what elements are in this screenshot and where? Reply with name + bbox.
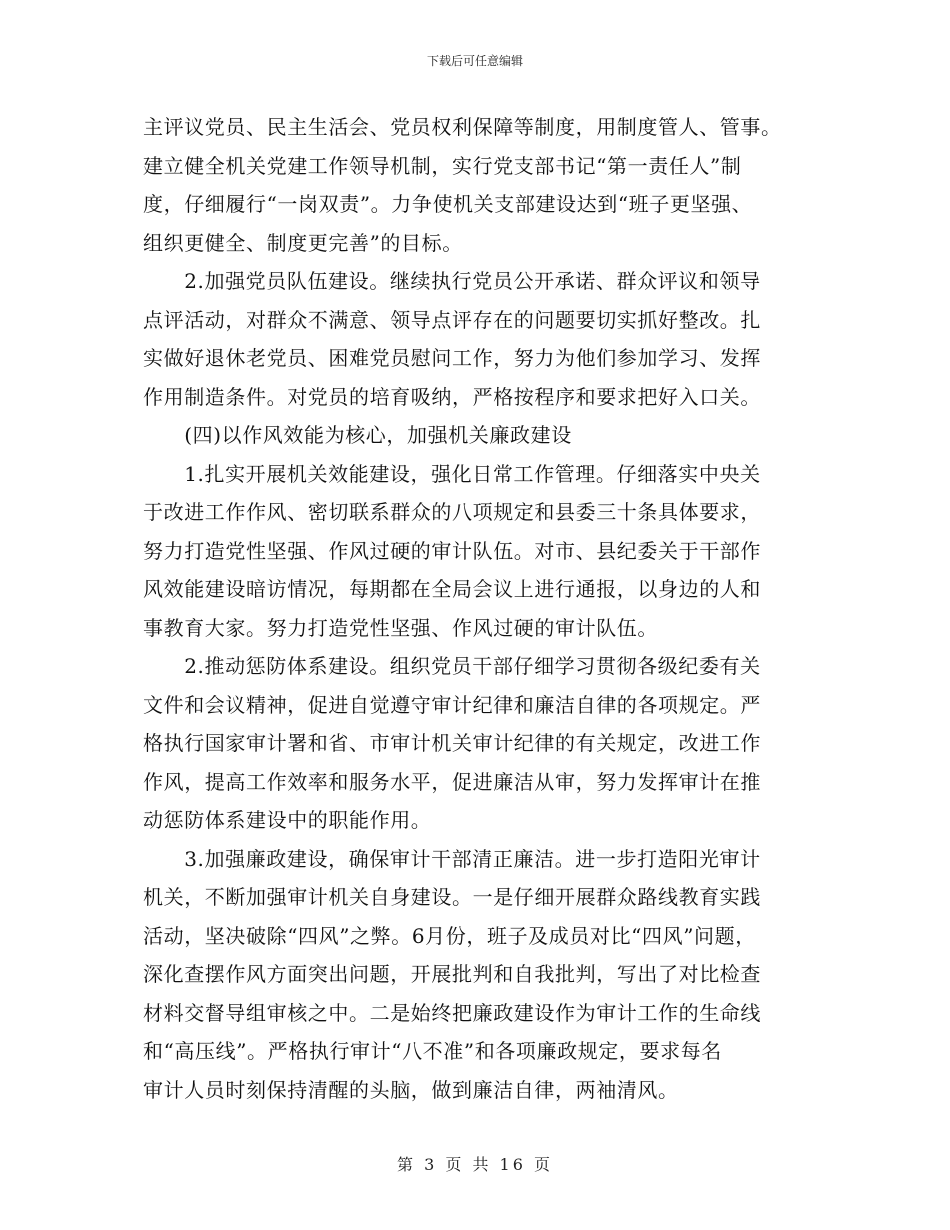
text-line: 主评议党员、民主生活会、党员权利保障等制度，用制度管人、管事。 — [143, 115, 782, 139]
text-line: 实做好退休老党员、困难党员慰问工作，努力为他们参加学习、发挥 — [143, 346, 761, 370]
text-line: 文件和会议精神，促进自觉遵守审计纪律和廉洁自律的各项规定。严 — [143, 692, 761, 717]
text-line: 事教育大家。努力打造党性坚强、作风过硬的审计队伍。 — [143, 615, 658, 640]
text-line: 风效能建设暗访情况，每期都在全局会议上进行通报，以身边的人和 — [143, 577, 761, 601]
text-line: 机关，不断加强审计机关自身建设。一是仔细开展群众路线教育实践 — [143, 885, 761, 909]
text-line: 1.扎实开展机关效能建设，强化日常工作管理。仔细落实中央关 — [143, 461, 761, 486]
text-line: 于改进工作作风、密切联系群众的八项规定和县委三十条具体要求， — [143, 500, 761, 524]
text-line: 点评活动，对群众不满意、领导点评存在的问题要切实抓好整改。扎 — [143, 307, 761, 332]
text-line: 作风，提高工作效率和服务水平，促进廉洁从审，努力发挥审计在推 — [143, 769, 761, 794]
text-line: 和“高压线”。严格执行审计“八不准”和各项廉政规定，要求每名 — [143, 1039, 722, 1063]
text-line: 材料交督导组审核之中。二是始终把廉政建设作为审计工作的生命线 — [143, 1000, 761, 1025]
page-header: 下载后可任意编辑 — [426, 54, 523, 68]
text-line: 深化查摆作风方面突出问题，开展批判和自我批判，写出了对比检查 — [143, 962, 761, 986]
text-line: 组织更健全、制度更完善”的目标。 — [143, 230, 463, 255]
text-line: 度，仔细履行“一岗双责”。力争使机关支部建设达到“班子更坚强、 — [143, 192, 753, 216]
text-line: 努力打造党性坚强、作风过硬的审计队伍。对市、县纪委关于干部作 — [143, 538, 761, 563]
text-line: 2.推动惩防体系建设。组织党员干部仔细学习贯彻各级纪委有关 — [143, 654, 761, 678]
page-number-footer: 第 3 页 共 16 页 — [397, 1155, 553, 1174]
text-line: 建立健全机关党建工作领导机制，实行党支部书记“第一责任人”制 — [143, 153, 742, 178]
section-heading: (四)以作风效能为核心，加强机关廉政建设 — [143, 423, 572, 447]
text-line: 审计人员时刻保持清醒的头脑，做到廉洁自律，两袖清风。 — [143, 1077, 679, 1102]
text-line: 格执行国家审计署和省、市审计机关审计纪律的有关规定，改进工作 — [143, 731, 761, 755]
text-line: 活动，坚决破除“四风”之弊。6月份，班子及成员对比“四风”问题， — [143, 923, 756, 948]
text-line: 2.加强党员队伍建设。继续执行党员公开承诺、群众评议和领导 — [143, 269, 761, 293]
text-line: 作用制造条件。对党员的培育吸纳，严格按程序和要求把好入口关。 — [143, 384, 761, 409]
text-line: 动惩防体系建设中的职能作用。 — [143, 808, 432, 832]
text-line: 3.加强廉政建设，确保审计干部清正廉洁。进一步打造阳光审计 — [143, 846, 761, 871]
document-body — [143, 108, 843, 1109]
